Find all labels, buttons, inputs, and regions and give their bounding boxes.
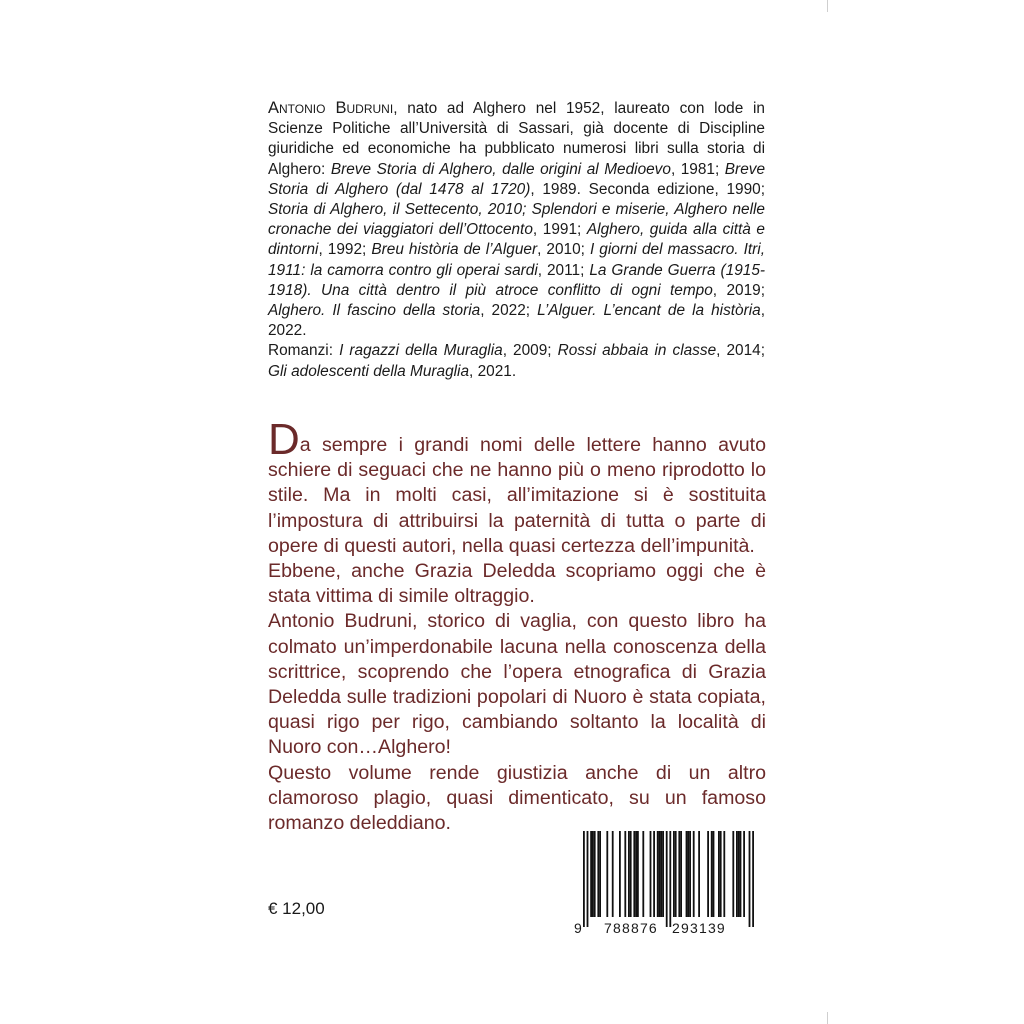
barcode-bar: [707, 831, 709, 917]
barcode-bar: [606, 831, 608, 917]
barcode-left-digits: 788876: [604, 920, 658, 936]
barcode-bar: [630, 831, 632, 917]
blurb-paragraph-1-text: a sempre i grandi nomi delle lettere hanno avuto schiere di seguaci che ne hanno più o meno riprodotto lo stile. Ma in molti casi, all’imitazione si è sostituita l’impostura di attribuirsi la paternità di tutta o parte di opere di questi autori, nella quasi certezza dell’impunità.: [268, 434, 766, 557]
barcode-bar: [657, 831, 659, 917]
bio-novels-run: , 2014;: [716, 342, 765, 360]
barcode-bar: [653, 831, 655, 917]
barcode-bar: [686, 831, 688, 917]
book-blurb: [268, 415, 766, 836]
barcode-bar: [662, 831, 664, 917]
bio-works-run: Storia di Alghero, il Settecento, 2010; Splendori e miserie, Alghero nelle cronache dei viaggiatori dell’Ottocento: [268, 201, 765, 239]
barcode-bar: [592, 831, 594, 917]
bio-works-run: Alghero, guida alla città e dintorni: [268, 221, 765, 259]
barcode-bar: [669, 831, 671, 927]
bio-works-run: , 2010;: [537, 241, 590, 259]
barcode-bar: [673, 831, 675, 917]
bio-works-run: L’Alguer. L’encant de la història: [537, 302, 761, 320]
barcode-bar: [740, 831, 742, 917]
barcode-bar: [693, 831, 695, 917]
barcode-bar: [689, 831, 691, 917]
barcode-bar: [642, 831, 644, 917]
barcode-bar: [635, 831, 637, 917]
barcode-bar: [732, 831, 734, 917]
bio-novels-run: Romanzi:: [268, 342, 340, 360]
barcode-bar: [675, 831, 677, 917]
blurb-paragraph-2: Ebbene, anche Grazia Deledda scopriamo oggi che è stata vittima di simile oltraggio.: [268, 560, 766, 608]
bio-novels-run: , 2009;: [502, 342, 558, 360]
barcode-bar: [628, 831, 630, 917]
bio-works-run: Alghero. Il fascino della storia: [268, 302, 481, 320]
author-name: Antonio Budruni: [268, 99, 394, 117]
barcode-bar: [718, 831, 720, 917]
blurb-paragraph-3: Antonio Budruni, storico di vaglia, con questo libro ha colmato un’imperdonabile lacuna nella conoscenza della scrittrice, scoprendo che l’opera etnografica di Grazia Deledda sulle tradizioni popolari di Nuoro è stata copiata, quasi rigo per rigo, cambiando soltanto la località di Nuoro con…Alghero!: [268, 610, 766, 759]
bio-works-run: , 2022.: [268, 302, 766, 340]
barcode-bar: [590, 831, 592, 917]
bio-novels-run: Rossi abbaia in classe: [557, 342, 717, 360]
barcode-bar: [698, 831, 700, 917]
barcode-bar: [752, 831, 754, 927]
author-novels: [268, 341, 765, 381]
barcode-bar: [583, 831, 585, 927]
blurb-paragraph-1: [268, 415, 766, 559]
barcode-bar: [624, 831, 626, 917]
barcode-right-digits: 293139: [672, 920, 726, 936]
bio-works-run: Breve Storia di Alghero, dalle origini al Medioevo: [330, 160, 671, 178]
barcode-bar: [738, 831, 740, 917]
barcode-bar: [594, 831, 596, 917]
barcode-bar: [650, 831, 652, 917]
bio-works-run: La Grande Guerra (1915-1918). Una città dentro il più atroce conflitto di ogni tempo: [268, 261, 766, 299]
bio-works-run: , 1991;: [532, 221, 587, 239]
author-bio-paragraph: [268, 98, 765, 341]
barcode-bar: [749, 831, 751, 927]
bio-works-run: Breve Storia di Alghero (dal 1478 al 1720): [268, 160, 766, 198]
barcode-bar: [743, 831, 745, 917]
bio-works-run: , 1989. Seconda edizione, 1990;: [530, 180, 765, 198]
barcode-bar: [720, 831, 722, 917]
bio-works-run: , 1992;: [318, 241, 372, 259]
barcode-bar: [680, 831, 682, 917]
blurb-paragraph-4: Questo volume rende giustizia anche di un altro clamoroso plagio, quasi dimenticato, su un famoso romanzo deleddiano.: [268, 761, 766, 835]
barcode-bar: [599, 831, 601, 917]
drop-cap: D: [268, 415, 300, 464]
barcode-bar: [713, 831, 715, 917]
author-bio: [268, 98, 765, 382]
bio-novels-run: , 2021.: [469, 362, 517, 380]
bio-works-run: , 2019;: [712, 281, 765, 299]
author-bio-works: [268, 100, 765, 339]
barcode-bar: [687, 831, 689, 917]
barcode-bars: [566, 831, 756, 931]
barcode-bar: [678, 831, 680, 917]
barcode-bar: [619, 831, 621, 917]
barcode-bar: [633, 831, 635, 917]
barcode-bar: [660, 831, 662, 917]
bio-works-run: Breu història de l’Alguer: [371, 241, 538, 259]
barcode-bar: [637, 831, 639, 917]
barcode-bar: [736, 831, 738, 917]
bio-novels-run: I ragazzi della Muraglia: [339, 342, 503, 360]
price-label: € 12,00: [268, 899, 325, 918]
bio-works-run: I giorni del massacro. Itri, 1911: la camorra contro gli operai sardi: [268, 241, 765, 279]
barcode-bar: [612, 831, 614, 917]
bio-works-run: , nato ad Alghero nel 1952, laureato con lode in Scienze Politiche all’Università di Sassari, già docente di Discipline giuridiche ed economiche ha pubblicato numerosi libri sulla storia di Alghero:: [268, 100, 765, 178]
bio-works-run: , 2022;: [480, 302, 538, 320]
bio-novels-run: Gli adolescenti della Muraglia: [268, 362, 470, 380]
isbn-barcode: [566, 831, 756, 937]
bio-works-run: , 2011;: [537, 261, 590, 279]
barcode-bar: [723, 831, 725, 917]
barcode-bar: [659, 831, 661, 917]
barcode-bar: [597, 831, 599, 917]
barcode-bar: [711, 831, 713, 917]
crop-mark-top: [827, 0, 828, 12]
bio-works-run: , 1981;: [670, 160, 725, 178]
barcode-first-digit: 9: [574, 920, 583, 936]
barcode-bar: [587, 831, 589, 927]
crop-mark-bottom: [827, 1012, 828, 1024]
barcode-bar: [666, 831, 668, 927]
